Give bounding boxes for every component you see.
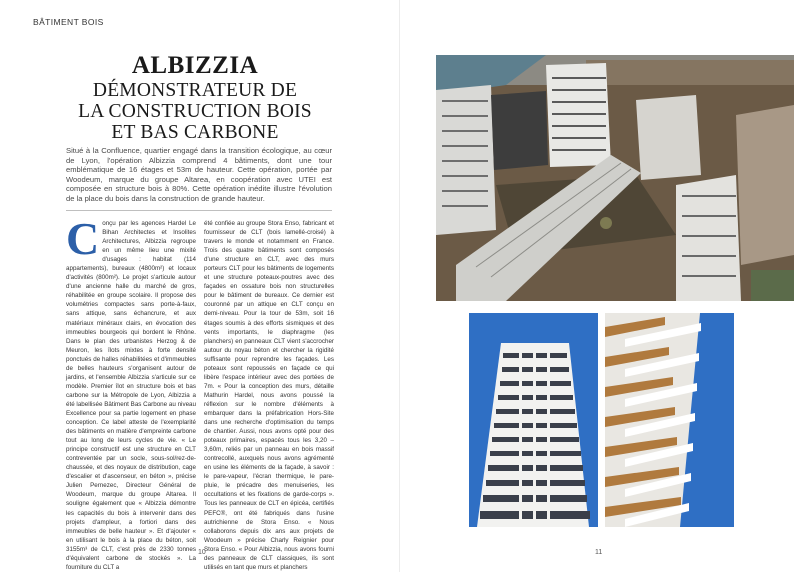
title-subtitle-line: ET BAS CARBONE	[111, 122, 279, 143]
article-title	[60, 52, 330, 143]
right-page	[400, 0, 800, 572]
tower-photo-icon	[469, 313, 598, 527]
divider	[66, 210, 332, 211]
body-column-2	[204, 219, 334, 572]
title-subtitle-line: LA CONSTRUCTION BOIS	[78, 101, 312, 122]
page-number: 10	[198, 549, 206, 556]
dropcap: C	[66, 213, 100, 264]
page-number: 11	[595, 549, 603, 556]
intro-paragraph: Situé à la Confluence, quartier engagé dans la transition écologique, au cœur de Lyon, l'opération Albizzia comprend 4 bâtiments, dont une tour emblématique de 16 étages et 53m de hauteur. Cette opération, portée par Woodeum, marque du groupe Altarea, en coopération avec UTEI est composée en structure bois à 80%. Cette opération inédite illustre l'évolution de la place du bois dans la construction de grande hauteur.	[66, 146, 332, 203]
title-subtitle-line: DÉMONSTRATEUR DE	[92, 80, 298, 101]
section-label: BÂTIMENT BOIS	[33, 17, 104, 27]
body-column-1	[66, 213, 196, 572]
aerial-photo-icon	[436, 55, 794, 301]
body-text: onçu par les agences Hardel Le Bihan Architectes et Insolites Architectures, Albizzia regroupe en un même lieu une mixité d'usages : habitat (114 appartements), bureaux (4800m²) et locaux d'activités (800m²). Le projet s'articule autour d'une ancienne halle du marché de gros, réhabilitée en groupe scolaire. Il propose des volumétries compactes sans porte-à-faux, sans attique, sans échancrure, et aux matériaux minéraux clairs, en évocation des immeubles bourgeois qui bordent le Rhône. Dans le plan des urbanistes Herzog & de Meuron, les îlots mixtes à forte densité ponctués de halles réhabilitées et d'immeubles de belles hauteurs s'organisent autour de jardins, et l'ensemble Albizzia s'articule sur ce modèle. Premier îlot en structure bois et bas carbone sur la Métropole de Lyon, Albizzia a été labellisée Bâtiment Bas Carbone au niveau Excellence pour sa partie logement en phase conception. Ce label atteste de l'exemplarité des bâtiments en matière d'empreinte carbone tout au long de leurs cycles de vie. « Le principe constructif est une structure en CLT contreventée par un socle, sous-sol/rez-de-chaussée, et des noyaux de distribution, cage d'escalier et d'ascenseur, en béton », précise Julien Pernezec, Directeur Général de Woodeum, marque du groupe Altarea. Il souligne également que « Albizzia démontre les capacités du bois à intervenir dans des projets d'ampleur, a fortiori dans des immeubles de belle hauteur ». Et d'ajouter « en utilisant le bois à la place du béton, soit 3155m³ de CLT, c'est près de 2330 tonnes d'équivalent carbone de stockés ». La fourniture du CLT a	[66, 220, 196, 571]
tower-photo-icon	[605, 313, 734, 527]
body-text: été confiée au groupe Stora Enso, fabricant et fournisseur de CLT (bois lamellé-croisé) à travers le monde et notamment en France. Trois des quatre bâtiments sont composés d'une structure en CLT, avec des murs porteurs CLT pour les bâtiments de logements et une structure poteaux-poutres avec des façades en ossature bois non structurelles pour le bâtiment de bureaux. Ce dernier est couronné par un attique en CLT conçu en demi-niveau. Pour la tour de 53m, soit 16 étages soumis à des efforts sismiques et des vents importants, le diaphragme (les planchers) en panneaux CLT vient s'accrocher autour du noyau béton et chercher la rigidité suffisante pour reprendre les façades. Les poteaux sont repoussés en façade ce qui libère l'espace intérieur avec des portées de 7m. « Pour la conception des murs, détaille Mathurin Hardel, nous avons poussé la réflexion sur le nombre d'éléments à embarquer dans la préfabrication Hors-Site dans une recherche d'optimisation du temps de chantier. Aussi, nous avons opté pour des poteaux primaires, espacés tous les 3,20 – 3,60m, reliés par un panneau en bois massif contrecollé, auxquels nous avons agrémenté en usine les éléments de la façade, à savoir : le pare-vapeur, l'écran thermique, le pare-pluie, le précadre des menuiseries, les occultations et les fixations de garde-corps ». Tous les panneaux de CLT en épicéa, certifiés PEFC®, ont été fabriqués dans l'usine autrichienne de Stora Enso. « Nous collaborons depuis dix ans aux projets de Woodeum » précise Charly Reignier pour Stora Enso. « Pour Albizzia, nous avons fourni des panneaux de CLT classiques, ils sont utilisés en tant que murs et planchers	[204, 220, 334, 571]
title-main: ALBIZZIA	[131, 52, 259, 79]
